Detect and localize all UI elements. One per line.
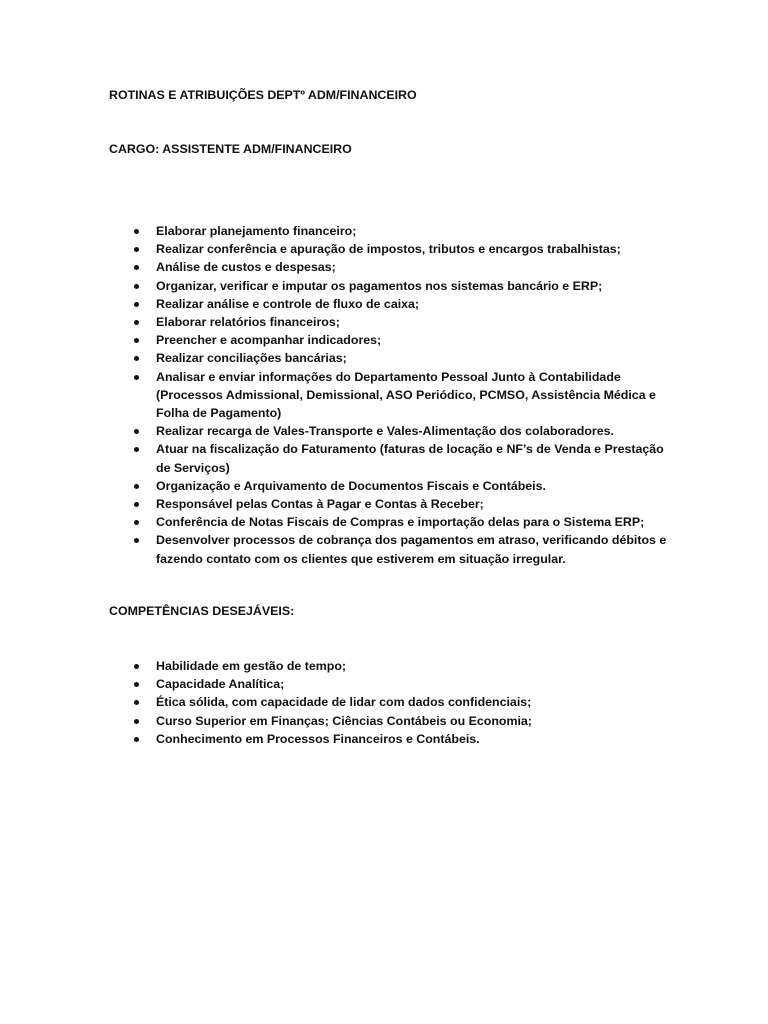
job-title: CARGO: ASSISTENTE ADM/FINANCEIRO bbox=[109, 142, 352, 156]
list-item bbox=[109, 513, 669, 531]
bullet-icon bbox=[134, 338, 139, 343]
list-item-text: Conhecimento em Processos Financeiros e Contábeis. bbox=[156, 731, 480, 746]
bullet-icon bbox=[134, 664, 139, 669]
bullet-icon bbox=[134, 247, 139, 252]
bullet-icon bbox=[134, 229, 139, 234]
list-item-text: Elaborar relatórios financeiros; bbox=[156, 315, 340, 330]
list-item-text: Desenvolver processos de cobrança dos pagamentos em atraso, verificando débitos e fazendo contato com os clientes que estiverem em situação irregular. bbox=[156, 533, 667, 566]
list-item bbox=[109, 331, 669, 349]
list-item bbox=[109, 531, 669, 567]
list-item bbox=[109, 657, 669, 675]
list-item-text: Elaborar planejamento financeiro; bbox=[156, 224, 357, 238]
list-item bbox=[109, 495, 669, 513]
list-item-text: Realizar análise e controle de fluxo de caixa; bbox=[156, 296, 420, 311]
list-item-text: Conferência de Notas Fiscais de Compras e importação delas para o Sistema ERP; bbox=[156, 515, 645, 530]
list-item bbox=[109, 693, 669, 711]
bullet-icon bbox=[134, 700, 139, 705]
bullet-icon bbox=[134, 682, 139, 687]
list-item-text: Atuar na fiscalização do Faturamento (faturas de locação e NF’s de Venda e Prestação de Serviços) bbox=[156, 442, 664, 475]
bullet-icon bbox=[134, 538, 139, 543]
bullet-icon bbox=[134, 719, 139, 724]
list-item bbox=[109, 277, 669, 295]
list-item-text: Analisar e enviar informações do Departamento Pessoal Junto à Contabilidade (Processos Admissional, Demissional, ASO Periódico, PCMSO, Assistência Médica e Folha de Pagamento) bbox=[156, 369, 656, 421]
bullet-icon bbox=[134, 320, 139, 325]
list-item bbox=[109, 240, 669, 258]
competencies-list bbox=[109, 657, 669, 748]
list-item-text: Ética sólida, com capacidade de lidar com dados confidenciais; bbox=[156, 695, 532, 710]
bullet-icon bbox=[134, 429, 139, 434]
bullet-icon bbox=[134, 484, 139, 489]
list-item bbox=[109, 422, 669, 440]
list-item bbox=[109, 258, 669, 276]
list-item-text: Realizar conciliações bancárias; bbox=[156, 351, 347, 366]
list-item-text: Preencher e acompanhar indicadores; bbox=[156, 333, 382, 348]
list-item bbox=[109, 368, 669, 423]
document-title: ROTINAS E ATRIBUIÇÕES DEPTº ADM/FINANCEIRO bbox=[109, 88, 417, 102]
list-item-text: Realizar conferência e apuração de impostos, tributos e encargos trabalhistas; bbox=[156, 242, 621, 257]
competencies-title: COMPETÊNCIAS DESEJÁVEIS: bbox=[109, 604, 295, 618]
bullet-icon bbox=[134, 520, 139, 525]
list-item bbox=[109, 477, 669, 495]
list-item-text: Curso Superior em Finanças; Ciências Contábeis ou Economia; bbox=[156, 713, 532, 728]
list-item-text: Capacidade Analítica; bbox=[156, 677, 285, 692]
bullet-icon bbox=[134, 356, 139, 361]
list-item bbox=[109, 440, 669, 476]
bullet-icon bbox=[134, 375, 139, 380]
bullet-icon bbox=[134, 447, 139, 452]
list-item-text: Habilidade em gestão de tempo; bbox=[156, 659, 347, 673]
list-item bbox=[109, 349, 669, 367]
list-item bbox=[109, 313, 669, 331]
list-item-text: Organizar, verificar e imputar os pagamentos nos sistemas bancário e ERP; bbox=[156, 278, 603, 293]
responsibilities-list bbox=[109, 222, 669, 568]
list-item bbox=[109, 295, 669, 313]
list-item bbox=[109, 730, 669, 748]
list-item-text: Organização e Arquivamento de Documentos Fiscais e Contábeis. bbox=[156, 478, 546, 493]
list-item bbox=[109, 675, 669, 693]
list-item bbox=[109, 712, 669, 730]
bullet-icon bbox=[134, 737, 139, 742]
list-item bbox=[109, 222, 669, 240]
bullet-icon bbox=[134, 502, 139, 507]
list-item-text: Responsável pelas Contas à Pagar e Contas à Receber; bbox=[156, 497, 484, 512]
bullet-icon bbox=[134, 265, 139, 270]
bullet-icon bbox=[134, 284, 139, 289]
bullet-icon bbox=[134, 302, 139, 307]
list-item-text: Realizar recarga de Vales-Transporte e Vales-Alimentação dos colaboradores. bbox=[156, 424, 614, 439]
list-item-text: Análise de custos e despesas; bbox=[156, 260, 336, 275]
